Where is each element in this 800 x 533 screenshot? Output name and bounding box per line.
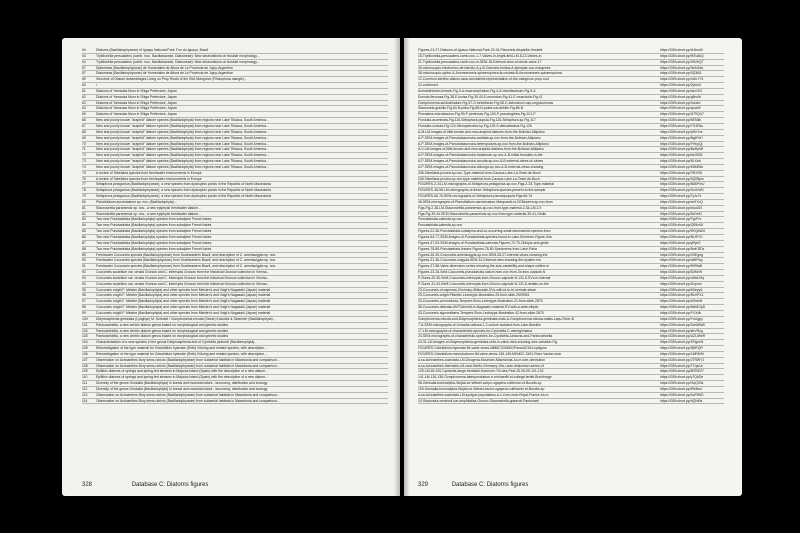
- article-title: Pantocsekiella, a new centric diatom genus based on morphological and genetic studies: [96, 322, 229, 327]
- figure-number: 71: [82, 147, 86, 152]
- article-title: New and poorly known "araphid" diatom species (Bacillariophyta) from regions near Lake Titicaca, South America...: [96, 164, 269, 169]
- figure-number: 70: [82, 141, 86, 146]
- article-title: Two new Punctastriata (Bacillariophyta) species from subalpine French lakes: [96, 229, 212, 234]
- short-url: https://l35h.short.pp/GqQ03s: [660, 381, 704, 386]
- figure-number: 109: [82, 369, 88, 374]
- figure-caption: Figures-78-89-Punctastriata-lineare-Figures-78-80-Specimens-from-Lake-Paha: [418, 246, 537, 251]
- figure-caption: Figs-Fig-2-38-LM-Staurosirella-paranensis-sp-nov-from-type-material-2-34-LM-2-9: [418, 205, 542, 210]
- figure-number: 66: [82, 118, 86, 123]
- short-url: https://l35h.short.pp/vt1bnd0: [660, 48, 703, 52]
- article-title: Staurosirella paranensis sp. nov., a new epiphytic freshwater diatom...: [96, 211, 201, 216]
- figure-caption: FIGURES-Odontidium-hyemale-IM-valve-views-NMMC2016501Panes20154-epitypus: [418, 346, 547, 351]
- short-url: https://l35h.short.pp/iDWeW: [660, 270, 703, 275]
- figure-number: 103: [82, 334, 88, 339]
- short-url: https://l35h.short.pp/JTRWYJ: [660, 357, 705, 362]
- figure-caption: 236-Tabellaria-proxea-sp-nov-Type-material-from-Cazaux-Lake-La-Teste-de-Buch: [418, 170, 541, 175]
- figure-caption: 129-LM-69-100-Cymbella-lange-bertalotii-Krammer-Thi-des-Pest-25-05-05-101-102: [418, 369, 544, 374]
- article-title: Cocconeis voigtii F. Meister (Bacillariophyta) and other species from Meister's and Voigt's Nagasaki (Japan) material: [96, 305, 271, 310]
- short-url: https://l35h.short.pp/5mKRDs: [660, 246, 705, 251]
- article-title: Sellaphora pelagonica (Bacillariophyceae), a new species from dystrophic ponds in the Republic of North Macedonia: [96, 182, 271, 187]
- short-url: https://l35h.short.pp/huPH5D: [660, 392, 704, 397]
- figure-number: 96: [82, 293, 86, 298]
- article-title: Diatomeas (Bacillariophyceae) de Humedales de Altura de La Provincia de Jujuy-Argentina: [96, 65, 233, 70]
- left-page-footer: [82, 482, 208, 488]
- article-title: New and poorly known "araphid" diatom species (Bacillariophyta) from regions near Lake Titicaca, South America...: [96, 153, 269, 158]
- figure-caption: Figures-31-36-Cocconeis-sulgyda-SEM-31-External-view-showing-the-hyaline-rim: [418, 258, 541, 263]
- short-url: https://l35h.short.pp/hQNt0e: [660, 398, 703, 403]
- article-title: Cocconeis scutellum var. ornata Grunow and C. interrupta Grunow from the historical Grunow collection in Vienna...: [96, 275, 270, 280]
- article-title: Observation on Achnanthes Bory sensu stricto (Bacillariophyceae) from subaerial habitats in Macedonia and comparison...: [96, 398, 280, 403]
- figure-number: 93: [82, 275, 86, 280]
- figure-caption: Figures-54-77-SEM-images-of-Punctastriata-species-found-in-Lake-Emmerer-Figure-54a: [418, 235, 552, 239]
- article-title: /: [96, 83, 97, 88]
- figure-number: 112: [82, 386, 88, 391]
- short-url: https://l35h.short.pp/8lTBEZ7: [660, 369, 704, 374]
- figure-number: 113: [82, 392, 88, 397]
- short-url: https://l35h.short.pp/7tEX08: [660, 170, 702, 175]
- figure-number: 97: [82, 299, 86, 304]
- article-title: Sellaphora pelagonica (Bacillariophyceae), a new species from dystrophic ponds in the Republic of North Macedonia: [96, 188, 271, 193]
- short-url: https://l35h.short.pp/C5Egng: [660, 252, 703, 257]
- figure-caption: FIGURES-2-34-LM-micrographs-of-Sellaphora-pelagonica-sp-nov-Figs-2-33-Type-material: [418, 182, 554, 187]
- short-url: https://l35h.short.pp/sbVRxg: [660, 328, 703, 333]
- figure-caption: 17-LM-micrographs-of-characteristic-species-for-Cyclotella-C-meneghiniana: [418, 328, 533, 333]
- short-url: https://l35h.short.pp/uMsDHq: [660, 275, 704, 280]
- article-title: Structure of Diatom Assemblages Living on Prop Roots of the Red Mangrove (Rhizophora mangle)...: [96, 77, 247, 82]
- figure-number: 88: [82, 246, 86, 251]
- figure-number: 101: [82, 322, 88, 327]
- article-title: Cocconeis voigtii F. Meister (Bacillariophyta) and other species from Meister's and Voigt's Nagasaki (Japan) material: [96, 310, 271, 315]
- short-url: https://l35h.short.pp/MeMGpD: [660, 305, 706, 310]
- right-page-number: 329: [418, 482, 429, 488]
- article-title: Diatoms of Yamaoka Moor in Shiga Prefecture, Japan: [96, 88, 177, 93]
- figure-caption: Figures-23-27-Diatoms-of-Iguacu-National-Park-23-24-Placoneis-disparilis-Hustedt: [418, 48, 543, 52]
- figure-number: 94: [82, 281, 86, 286]
- figure-caption: A-P-SEM-images-of-Pseudostaurosira-frankenae-sp-nov-A-B-Initial-frustules-in-the: [418, 153, 543, 158]
- article-title: Cocconeis voigtii F. Meister (Bacillariophyta) and other species from Meister's and Voigt's Nagasaki (Japan) material: [96, 287, 271, 292]
- figure-caption: P-Sures-20-30-SeM-Cocconeis-interrupta-from-Grunov-capsule-N-131-6-SVs-in-internal: [418, 275, 551, 280]
- figure-number: 61: [82, 88, 86, 93]
- left-page-number: 328: [82, 482, 93, 488]
- article-title: New and poorly known "araphid" diatom species (Bacillariophyta) from regions near Lake Titicaca, South America...: [96, 159, 269, 164]
- figure-caption: A-P-SEM-images-of-Pseudostaurosira-occulta-sp-nov-A-B-external-views-of-valves: [418, 159, 544, 164]
- figure-number: 105: [82, 346, 88, 351]
- article-title: Diversity of the genus Genkalia (Bacillariophyta) in boreal and mountain lakes - taxonomy, distribution and ecology: [96, 386, 268, 391]
- short-url: https://l35h.short.pp/Ng8YtH: [660, 135, 703, 140]
- figure-caption: 109-Genkalia-boreoalpina-Wojtal-ce-Wetzel-sector-ogapeno-rulthserer-et-Bucclis-sp: [418, 386, 545, 391]
- figure-caption: 10-Staurosira-venteorii-var-amphilatisa-Grunov-Staurosirella-grannoti-Pantocsek: [418, 398, 539, 403]
- article-title: Two new Punctastriata (Bacillariophyta) species from subalpine French lakes: [96, 217, 212, 222]
- figure-number: 102: [82, 328, 88, 333]
- figure-caption: Frustulia-curvula-Fig-124-Stenopterobia-sp-Fig-125-S-delicatissima-Fig-126: [418, 123, 532, 128]
- figure-caption: 21-Tryblionella-persuadens-comb-nov-in-SEM-16-External-view-of-whole-valve-17: [418, 59, 542, 64]
- figure-caption: 23-SEM-micrographs-of-characteristic-species-for-Cyclotella-Lindavia-and-Pantocsekiella: [418, 334, 553, 339]
- short-url: https://l35h.short.pp/3eAGda: [660, 65, 704, 70]
- short-url: https://l35h.short.pp/N6bPmU: [660, 182, 705, 187]
- figure-caption: A-V-LM-images-of-little-known-and-new-araphid-diatoms-from-the-Bolivian-Altiplano: [418, 147, 544, 152]
- article-title: Cocconeis voigtii F. Meister (Bacillariophyta) and other species from Meister's and Voigt's Nagasaki (Japan) material: [96, 299, 271, 304]
- figure-caption: 96-Genkalia-boreoalpina-Wojtal-ce-Wetzel-schpn-ogapeno-ruttlerore-et-Bucclis-sp: [418, 381, 542, 386]
- figure-caption: 12-Common-benthic-diatom-taxa-considered-representative-of-the-mangrove-prop-root: [418, 77, 549, 82]
- figure-caption: 26-microscopio-electronico-de-barrido-A-y-B-Caloneis-fontica-A-ejemplar-con-margenes: [418, 65, 551, 70]
- short-url: https://l35h.short.pp/3Q0Bpw: [660, 176, 704, 181]
- table-row: [418, 399, 724, 405]
- short-url: https://l35h.short.pp/5TlgmW: [660, 340, 704, 345]
- short-url: https://l35h.short.pp/Gxpmo: [660, 281, 702, 286]
- short-url: https://l35h.short.pp/ok9Pwp: [660, 258, 703, 263]
- figure-caption: 24-31-LM-images-of-Didymosphenia-geminata-cells-in-valve-view-showing-size-variation-Fig: [418, 340, 558, 345]
- short-url: https://l35h.short.pp/pRuYvs: [660, 129, 703, 134]
- figure-number: 63: [82, 100, 86, 105]
- figure-number: 57: [82, 65, 86, 70]
- figure-number: 95: [82, 287, 86, 292]
- article-title: Cocconeis scutellum var. ornata Grunow and C. interrupta Grunow from the historical Grunow collection in Vienna...: [96, 281, 270, 286]
- article-title: A review of Tabellaria species from freshwater environments in Europe: [96, 170, 202, 175]
- figure-caption: Pinnularia-microstauron-Fig-99-P-pertenuis-Fig-100-P-pseudogibba-Fig-101-P: [418, 112, 536, 117]
- figure-number: 107: [82, 357, 88, 362]
- short-url: https://l35h.short.pp/YXXdk: [660, 310, 702, 315]
- figure-caption: 141-LM-126-136-Gomphonema-lateripunctatum-e-reichardtii-et-collega-fertiel-Buchbrage: [418, 375, 552, 380]
- short-url: https://l35h.short.pp/7G4FAu: [660, 123, 704, 128]
- figure-number: 110: [82, 375, 88, 380]
- short-url: https://l35h.short.pp/3j9RQR: [660, 346, 703, 351]
- article-title: Didymosphenia geminata (Lyngbye) M. Schmidt / Gomphonema minuta (Stone) Kociolek & Stoermer (Bacillariophyta)...: [96, 316, 276, 321]
- article-title: Cocconeis voigtii F. Meister (Bacillariophyta) and other species from Meister's and Voigt's Nagasaki (Japan) material: [96, 293, 271, 298]
- short-url: https://l35h.short.pp/9tTu6kQ: [660, 53, 704, 58]
- article-title: A review of Tabellaria species from freshwater environments in Europe: [96, 176, 202, 181]
- article-title: New and poorly known "araphid" diatom species (Bacillariophyta) from regions near Lake Titicaca, South America...: [96, 129, 269, 134]
- figure-number: 82: [82, 211, 86, 216]
- short-url: https://l35h.short.pp/9KQdWU: [660, 229, 706, 234]
- left-page-footer-title: Database C: Diatoms figures: [131, 482, 209, 488]
- short-url: https://l35h.short.pp/NLRiY0: [660, 235, 703, 239]
- article-title: New and poorly known "araphid" diatom species (Bacillariophyta) from regions near Lake Titicaca, South America...: [96, 141, 269, 146]
- figure-caption: Eunotia-flexuosa-Fig-38-E-incisa-Fig-39-40-E-monodon-Fig-41-E-muscicola-Fig-41: [418, 94, 543, 99]
- short-url: https://l35h.short.pp/eAuGf2: [660, 205, 703, 210]
- article-title: Diatoms of Yamaoka Moor in Shiga Prefecture, Japan: [96, 100, 177, 105]
- figure-number: 79: [82, 194, 86, 199]
- figure-number: 54: [82, 48, 86, 52]
- right-page-footer: [418, 482, 528, 488]
- short-url: https://l35h.short.pp/7Tqw1e: [660, 363, 703, 368]
- article-title: Tryblionella persuadens (comb. nov., Bacillariaceae, Diatomeae): New observations on frustule morphology...: [96, 53, 260, 58]
- figure-number: 78: [82, 188, 86, 193]
- figure-caption: A-P-SEM-images-of-Pseudostaurosira-ocellata-sp-nov-from-the-Bolivian-Altiplano: [418, 135, 541, 140]
- short-url: https://l35h.short.pp/TypPrv: [660, 217, 702, 222]
- short-url: https://l35h.short.pp/ZwWBaS: [660, 322, 705, 327]
- figure-caption: 15-Tryblionella-persuadens-comb-nov-1-7-Valves-in-bright-field-LM-8-13-Valves-in: [418, 53, 542, 58]
- figure-caption: Figures-37-58-Valve-dimension-series-showing-the-size-variability-and-shape-outline-in: [418, 264, 550, 269]
- article-title: Diatomeas (Bacillariophyceae) de Humedales de Altura de La Provincia de Jujuy-Argentina: [96, 71, 233, 76]
- short-url: https://l35h.short.pp/3H2bQT: [660, 59, 704, 64]
- short-url: https://l35h.short.pp/vSmm8: [660, 299, 703, 304]
- right-page-table: [418, 48, 724, 404]
- figure-caption: 7-A-SEM-micrographs-of-Lindavia-radiosa-1-2-culture-isolated-from-Lake-Blacklin: [418, 322, 541, 327]
- short-url: https://l35h.short.pp/iRx8wU: [660, 386, 703, 391]
- figure-caption: 245-Tabellaria-proxea-sp-nov-type-material-from-Cazaux-Lake-La-Teste-de-Buch: [418, 176, 540, 181]
- figure-caption: Figures-22-36-Punctastriata-subalpina-and-co-occurring-small-staurosiroid-species-from: [418, 229, 551, 234]
- figure-number: 67: [82, 123, 86, 128]
- short-url: https://l35h.short.pp/5cDeiG: [660, 211, 703, 216]
- article-title: Diversity of the genus Genkalia (Bacillariophyta) in boreal and mountain lakes - taxonomy, distribution and ecology: [96, 381, 268, 386]
- figure-caption: P-Sures-31-34-SeM-Cocconeis-interrupta-from-Grunov-capsule-N-131-6-details-on-the: [418, 281, 549, 286]
- figure-number: 75: [82, 170, 86, 175]
- short-url: https://l35h.short.pp/cpstcE: [660, 106, 701, 111]
- article-title: Reinvestigation of the type material for Odontidium hyemale (Roth) Kützing and related species, with description...: [96, 346, 267, 351]
- short-url: https://l35h.short.pp/g8nx5r: [660, 94, 702, 99]
- figure-number: 65: [82, 112, 86, 117]
- figure-caption: Achnanthidium-lineare-Fig-3-A-macrocephalum-Fig-4-A-minutissimum-Fig-5-A: [418, 88, 536, 93]
- short-url: https://l35h.short.pp/xn9YcQ: [660, 199, 703, 204]
- article-title: Epilithic diatoms of springs and spring-fed streams in Majorca Island (Spain) with the description of a new diatom...: [96, 369, 268, 374]
- short-url: https://l35h.short.pp/3Q3t0L: [660, 71, 702, 76]
- article-title: Staurosirella paranensis sp. nov., a new epiphytic freshwater diatom...: [96, 205, 201, 210]
- article-title: New and poorly known "araphid" diatom species (Bacillariophyta) from regions near Lake Titicaca, South America...: [96, 123, 269, 128]
- figure-number: 81: [82, 205, 86, 210]
- article-title: Characterization of a new species in the genus Didymosphenia and of Cymbella janischii (Bacillariophyta)...: [96, 340, 258, 345]
- figure-number: 114: [82, 398, 88, 403]
- figure-number: 54: [82, 53, 86, 58]
- article-title: Pantocsekiella, a new centric diatom genus based on morphological and genetic studies: [96, 334, 229, 339]
- article-title: New and poorly known "araphid" diatom species (Bacillariophyta) from regions near Lake Titicaca, South America...: [96, 147, 269, 152]
- figure-number: 84: [82, 223, 86, 228]
- figure-caption: 38-Cocconeis-delicata-ANTSchmidt-in-Nagasaki-material-RV-with-a-wide-elliptic: [418, 305, 539, 310]
- figure-caption: FIGURES-45-58-LM-micrographs-of-three-Sellaphora-species-present-in-the-sample: [418, 188, 546, 193]
- short-url: https://l35h.short.pp/xdJ5G8: [660, 153, 703, 158]
- figure-caption: Punctastriata-calenda-sp-nov: [418, 223, 463, 228]
- article-title: Sellaphora pelagonica (Bacillariophyceae), a new species from dystrophic ponds in the Republic of North Macedonia: [96, 194, 271, 199]
- article-title: Freshwater Cocconeis species (Bacillariophyceae) from Southeastern Brazil, and description of C. amerisulgyta sp. nov.: [96, 264, 276, 269]
- figure-caption: FIGURES-66-76-SEM-micrographs-of-Sellaphora-pseudopupula-Figs-66-76: [418, 194, 533, 199]
- figure-caption: Figures-26-30-Cocconeis-amerisulgyta-sp-nov-SEM-25-27-Internal-views-showing-the: [418, 252, 548, 257]
- figure-number: 98: [82, 305, 86, 310]
- article-title: Two new Punctastriata (Bacillariophyta) species from subalpine French lakes: [96, 246, 212, 251]
- figure-number: 106: [82, 351, 88, 356]
- article-title: Epilithic diatoms of springs and spring-fed streams in Majorca Island (Spain) with the description of a new diatom...: [96, 375, 268, 380]
- short-url: https://l35h.short.pp/dzz1KV: [660, 88, 703, 93]
- figure-number: 80: [82, 199, 86, 204]
- figure-caption: 12-continued: [418, 83, 438, 88]
- figure-caption: 43-Cocconeis-signoralbens-Tempere-Brun-Lectotype-Illustration-42-from-slide-2875: [418, 310, 544, 315]
- short-url: https://l35h.short.pp/YHcpQj: [660, 141, 703, 146]
- figure-caption: Stauroneis-gracilis-Fig-84-N-pilea-Fig-85-N-pulea-var-debilis-Fig-86-N: [418, 106, 524, 111]
- article-title: Diatoms of Yamaoka Moor in Shiga Prefecture, Japan: [96, 106, 177, 111]
- figure-caption: 33-Cocconeis-convinducta-Tempere-Brun-Lectotype-Illustration-21-from-slide-2875: [418, 299, 543, 304]
- figure-caption: Punctastriata-calenda-sp-nov: [418, 217, 463, 222]
- article-title: Observation on Achnanthes Bory sensu stricto (Bacillariophyceae) from subaerial habitats in Macedonia and comparison...: [96, 392, 280, 397]
- figure-number: 87: [82, 240, 86, 245]
- figure-number: 76: [82, 176, 86, 181]
- short-url: https://l35h.short.pp/yf0jeG: [660, 240, 701, 245]
- short-url: https://l35h.short.pp/y7QbDe: [660, 375, 704, 380]
- article-title: Pantocsekiella, a new centric diatom genus based on morphological and genetic studies: [96, 328, 229, 333]
- article-title: Observation on Achnanthes Bory sensu stricto (Bacillariophyceae) from subaerial habitats in Macedonia and comparison...: [96, 363, 280, 368]
- article-title: Diatoms of Yamaoka Moor in Shiga Prefecture, Japan: [96, 112, 177, 117]
- article-title: Diatoms (Bacillariophyceae) of Iguaçu National Park, Foz do Iguaçu, Brazil: [96, 48, 209, 52]
- article-title: Two new Punctastriata (Bacillariophyta) species from subalpine French lakes: [96, 240, 212, 245]
- figure-number: 111: [82, 381, 88, 386]
- short-url: https://l35h.short.pp/Q55cK6: [660, 223, 703, 228]
- short-url: https://l35h.short.pp/LMRMhf: [660, 351, 704, 356]
- article-title: New and poorly known "araphid" diatom species (Bacillariophyta) from regions near Lake Titicaca, South America...: [96, 118, 269, 123]
- short-url: https://l35h.short.pp/5E5Ikh: [660, 118, 702, 123]
- article-title: Freshwater Cocconeis species (Bacillariophyceae) from Southeastern Brazil, and description of C. amerisulgyta sp. nov.: [96, 252, 276, 257]
- article-title: Freshwater Cocconeis species (Bacillariophyceae) from Southeastern Brazil, and description of C. amerisulgyta sp. nov.: [96, 258, 276, 263]
- figure-caption: Figures-13-16-SeM-Cocconeis-pseudomata-stat-et-nom-nov-from-Grunov-capsule-N: [418, 270, 546, 275]
- figure-number: 57: [82, 71, 86, 76]
- figure-number: 85: [82, 229, 86, 234]
- figure-number: 73: [82, 159, 86, 164]
- article-title: Tryblionella persuadens (comb. nov., Bacillariaceae, Diatomeae): New observations on frustule morphology...: [96, 59, 260, 64]
- figure-number: 68: [82, 129, 86, 134]
- left-page: [62, 38, 400, 496]
- short-url: https://l35h.short.pp/Bw9pMf: [660, 147, 703, 152]
- figure-caption: 48-SEM-micrographs-of-Planothidium-acrotolcatum-Marquardt-et-CEBezerra-sp-nov-from: [418, 199, 553, 204]
- right-page-footer-title: Database C: Diatoms figures: [451, 482, 529, 488]
- figure-number: 83: [82, 217, 86, 222]
- short-url: https://l35h.short.pp/YnUgpy: [660, 316, 703, 321]
- figure-number: 59: [82, 77, 86, 82]
- figure-number: 108: [82, 363, 88, 368]
- figure-caption: a-sa-Achnanthes-coarctata-LM-syntype-populations-a-v-Core-near-Royal-France-4a-m: [418, 392, 549, 397]
- figure-number: 104: [82, 340, 88, 345]
- figure-caption: 23-Cocconeis-of-capenas-Cholnoky-Wilkowski-SVs-with-bi-to-tri-serriate-striae: [418, 287, 536, 292]
- figure-caption: A-P-SEM-images-of-Pseudostaurosira-oblonga-sp-nov-A-B-external-views-showing: [418, 164, 544, 169]
- figure-number: 62: [82, 94, 86, 99]
- figure-caption: Gomphonema-minuta-and-Didymosphenia-geminata-mats-A-Gomphonema-minuta-stalks-Lapu-River-B: [418, 316, 574, 321]
- figure-number: 91: [82, 264, 86, 269]
- figure-caption: FIGURES-Odontidium-mesodocinum-IM-valve-views-136-145-MKNDC-3161-River-Vardar-near: [418, 351, 562, 356]
- article-title: Observation on Achnanthes Bory sensu stricto (Bacillariophyceae) from subaerial habitats in Macedonia and comparison...: [96, 357, 280, 362]
- figure-number: 100: [82, 316, 88, 321]
- figure-caption: A-M-LM-images-of-little-known-and-new-araphid-diatoms-from-the-Bolivian-Altiplano: [418, 129, 545, 134]
- short-url: https://l35h.short.pp/UZUWeR: [660, 334, 706, 339]
- article-title: Two new Punctastriata (Bacillariophyta) species from subalpine French lakes: [96, 223, 212, 228]
- short-url: https://l35h.short.pp/Xa4zd: [660, 100, 701, 105]
- figure-caption: Frustulia-acuminata-Fig-115-Sellaphora-pupula-Fig-116-Sellaphora-sp-Fig-117: [418, 118, 536, 123]
- article-title: New and poorly known "araphid" diatom species (Bacillariophyta) from regions near Lake Titicaca, South America...: [96, 135, 269, 140]
- figure-caption: A-P-SEM-images-of-Pseudostaurosira-heteropolaris-sp-nov-from-the-Bolivian-Altiplano: [418, 141, 549, 146]
- short-url: https://l35h.short.pp/8LXzfc: [660, 159, 702, 164]
- short-url: https://l35h.short.pp/7yJc7z: [660, 194, 702, 199]
- figure-caption: a-sa-Achnanthes-thermalis-LM-near-Berlin-Germany-19a-i-size-diminution-series-of: [418, 363, 544, 368]
- open-book: [62, 38, 742, 496]
- article-title: Planothidium acrotolcatum sp. nov. (Bacillariophyta)...: [96, 199, 177, 204]
- short-url: https://l35h.short.pp/GxXrWC: [660, 188, 705, 193]
- figure-caption: a-sa-Achnanthes-coarctata-LM-Obugena-Mountain-Macedonia-1a-m-size-diminution: [418, 357, 546, 362]
- figure-caption: 38-microscopio-optico-A-Anomoeoneis-sphaerophora-fa-costata-B-Anomoeoneis-sphaerophora: [418, 71, 562, 76]
- figure-caption: Figures-37-53-SEM-images-of-Punctastriata-calenda-Figures-72-75-Oblique-and-girdle: [418, 240, 549, 245]
- figure-caption: 29-Cocconeis-voigtii-Pilsetier-Lectotype-Illustration-25-from-slide-2509051: [418, 293, 530, 298]
- table-row: [82, 399, 388, 405]
- figure-caption: Gomphonema-acidoclinatum-Fig-57-G-helveticum-Fig-58-G-lisbonicum-ssp-unguiculmuss: [418, 100, 554, 105]
- figure-number: 77: [82, 182, 86, 187]
- figure-number: 74: [82, 164, 86, 169]
- figure-number: 90: [82, 258, 86, 263]
- figure-number: 89: [82, 252, 86, 257]
- figure-number: 60: [82, 83, 86, 88]
- right-page: [404, 38, 742, 496]
- short-url: https://l35h.short.pp/6SeyyA: [660, 287, 703, 292]
- short-url: https://l35h.short.pp/2yluh4: [660, 83, 701, 88]
- figure-caption: Figs-Fig-39-44-SEM-Staurosirella-paranensis-sp-nov-from-type-material-39-41-Girdle: [418, 211, 547, 216]
- book-gutter: [394, 38, 410, 496]
- figure-number: 92: [82, 270, 86, 275]
- short-url: https://l35h.short.pp/9H9faB: [660, 264, 703, 269]
- article-title: Diatoms of Yamaoka Moor in Shiga Prefecture, Japan: [96, 94, 177, 99]
- article-title: Two new Punctastriata (Bacillariophyta) species from subalpine French lakes: [96, 235, 212, 239]
- figure-number: 86: [82, 235, 86, 239]
- short-url: https://l35h.short.pp/m2uY74: [660, 77, 704, 82]
- figure-number: 72: [82, 153, 86, 158]
- figure-number: 99: [82, 310, 86, 315]
- figure-number: 69: [82, 135, 86, 140]
- short-url: https://l35h.short.pp/RkXPX1: [660, 293, 704, 298]
- short-url: https://l35h.short.pp/U79QU7: [660, 112, 704, 117]
- figure-number: 54: [82, 59, 86, 64]
- article-title: Reinvestigation of the type material for Odontidium hyemale (Roth) Kützing and related species, with description...: [96, 351, 267, 356]
- article-title: Cocconeis scutellum var. ornata Grunow and C. interrupta Grunow from the historical Grunow collection in Vienna...: [96, 270, 270, 275]
- left-page-table: [82, 48, 388, 404]
- short-url: https://l35h.short.pp/K8bE8a: [660, 164, 703, 169]
- figure-number: 64: [82, 106, 86, 111]
